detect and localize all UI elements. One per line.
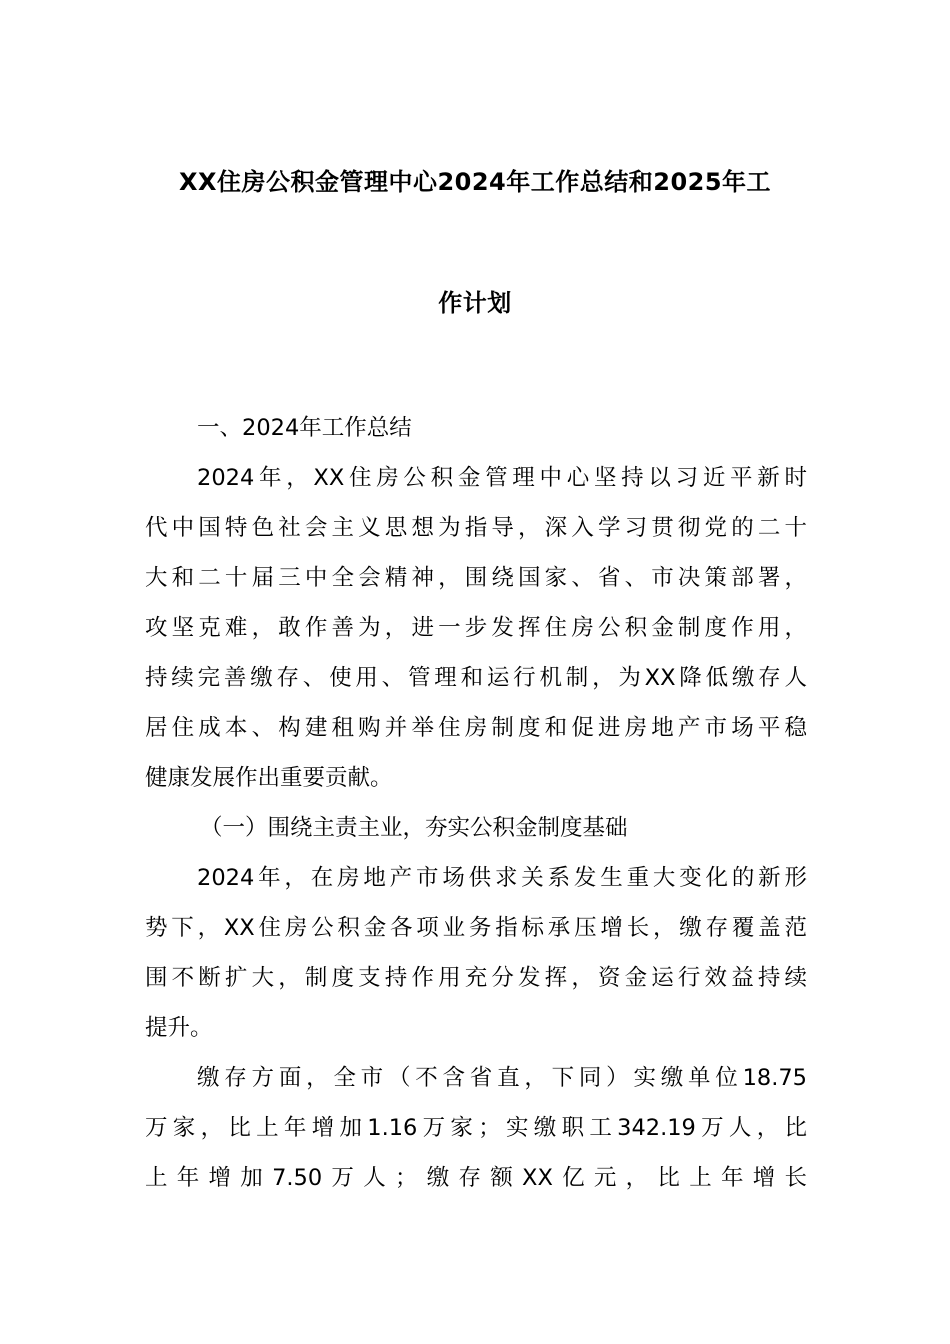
section-heading: 一、2024年工作总结 <box>197 415 412 441</box>
document-body <box>145 403 807 1203</box>
paragraph-line: 大和二十届三中全会精神，围绕国家、省、市决策部署， <box>145 565 807 591</box>
paragraph-line: 围不断扩大，制度支持作用充分发挥，资金运行效益持续 <box>145 965 807 991</box>
paragraph-2 <box>145 853 807 1053</box>
paragraph-line: 2024年，XX住房公积金管理中心坚持以习近平新时 <box>197 465 807 491</box>
paragraph-line: 攻坚克难，敢作善为，进一步发挥住房公积金制度作用， <box>145 615 807 641</box>
paragraph-line: 2024年，在房地产市场供求关系发生重大变化的新形 <box>197 865 807 891</box>
paragraph-line: 健康发展作出重要贡献。 <box>145 765 393 791</box>
paragraph-line: 缴存方面，全市（不含省直，下同）实缴单位18.75 <box>197 1065 807 1091</box>
paragraph-line: 提升。 <box>145 1015 213 1041</box>
paragraph-line: 持续完善缴存、使用、管理和运行机制，为XX降低缴存人 <box>145 665 807 691</box>
paragraph-3 <box>145 1053 807 1203</box>
paragraph-line: 居住成本、构建租购并举住房制度和促进房地产市场平稳 <box>145 715 807 741</box>
paragraph-line: 势下，XX住房公积金各项业务指标承压增长，缴存覆盖范 <box>145 915 807 941</box>
document-title-line-1: XX住房公积金管理中心2024年工作总结和2025年工 <box>178 168 772 196</box>
paragraph-line: 代中国特色社会主义思想为指导，深入学习贯彻党的二十 <box>145 515 807 541</box>
subsection-heading: （一）围绕主责主业，夯实公积金制度基础 <box>200 815 628 841</box>
paragraph-1 <box>145 453 807 803</box>
paragraph-line: 上年增加7.50万人；缴存额XX亿元，比上年增长 <box>145 1165 807 1191</box>
paragraph-line: 万家，比上年增加1.16万家；实缴职工342.19万人，比 <box>145 1115 807 1141</box>
document-title-line-2: 作计划 <box>438 289 512 317</box>
